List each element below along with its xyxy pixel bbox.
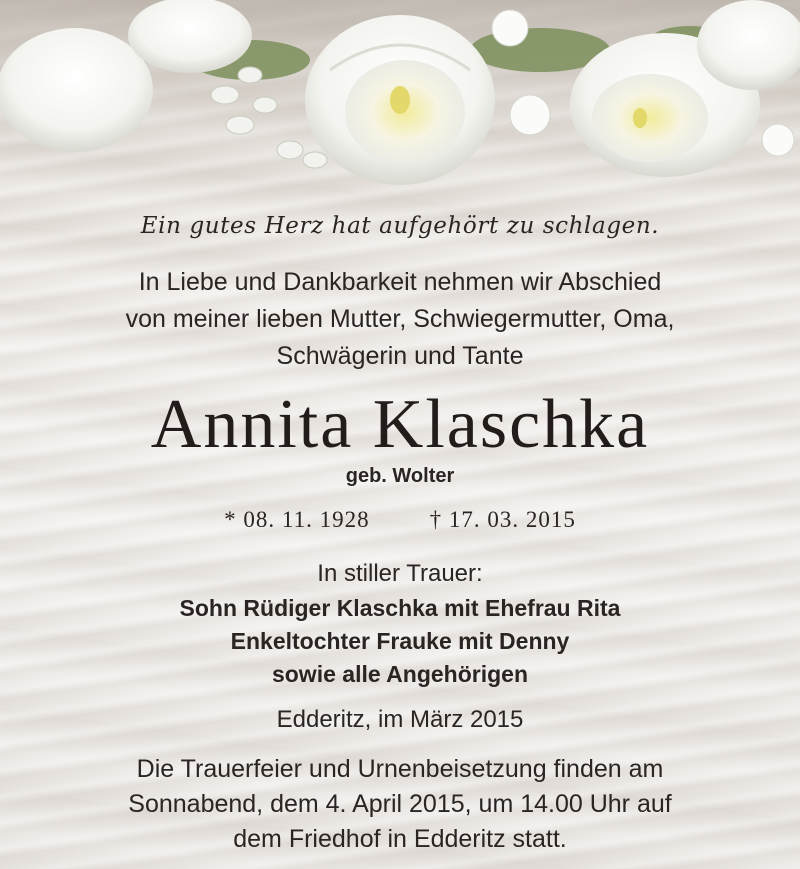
life-dates: [0, 507, 800, 533]
mourner-line: sowie alle Angehörigen: [271, 661, 529, 687]
service-line: dem Friedhof in Edderitz statt.: [233, 825, 567, 853]
maiden-name: geb. Wolter: [345, 465, 455, 487]
white-tulips-decoration: [0, 0, 800, 200]
death-date: † 17. 03. 2015: [429, 507, 576, 532]
funeral-service-info: [0, 752, 800, 857]
intro-line: Schwägerin und Tante: [276, 342, 524, 370]
intro-line: von meiner lieben Mutter, Schwiegermutter, Oma,: [125, 305, 675, 333]
deceased-name: Annita Klaschka: [150, 386, 650, 463]
birth-date: * 08. 11. 1928: [224, 507, 370, 532]
place-date: Edderitz, im März 2015: [276, 706, 524, 733]
mourning-label: In stiller Trauer:: [317, 560, 483, 587]
mourners-list: [0, 592, 800, 691]
farewell-intro: [0, 264, 800, 375]
service-line: Sonnabend, dem 4. April 2015, um 14.00 Uhr auf: [128, 790, 672, 818]
mourner-line: Enkeltochter Frauke mit Denny: [230, 628, 570, 654]
mourner-line: Sohn Rüdiger Klaschka mit Ehefrau Rita: [179, 595, 621, 621]
intro-line: In Liebe und Dankbarkeit nehmen wir Abschied: [138, 268, 662, 296]
service-line: Die Trauerfeier und Urnenbeisetzung finden am: [136, 755, 664, 783]
motto: Ein gutes Herz hat aufgehört zu schlagen.: [140, 213, 660, 239]
